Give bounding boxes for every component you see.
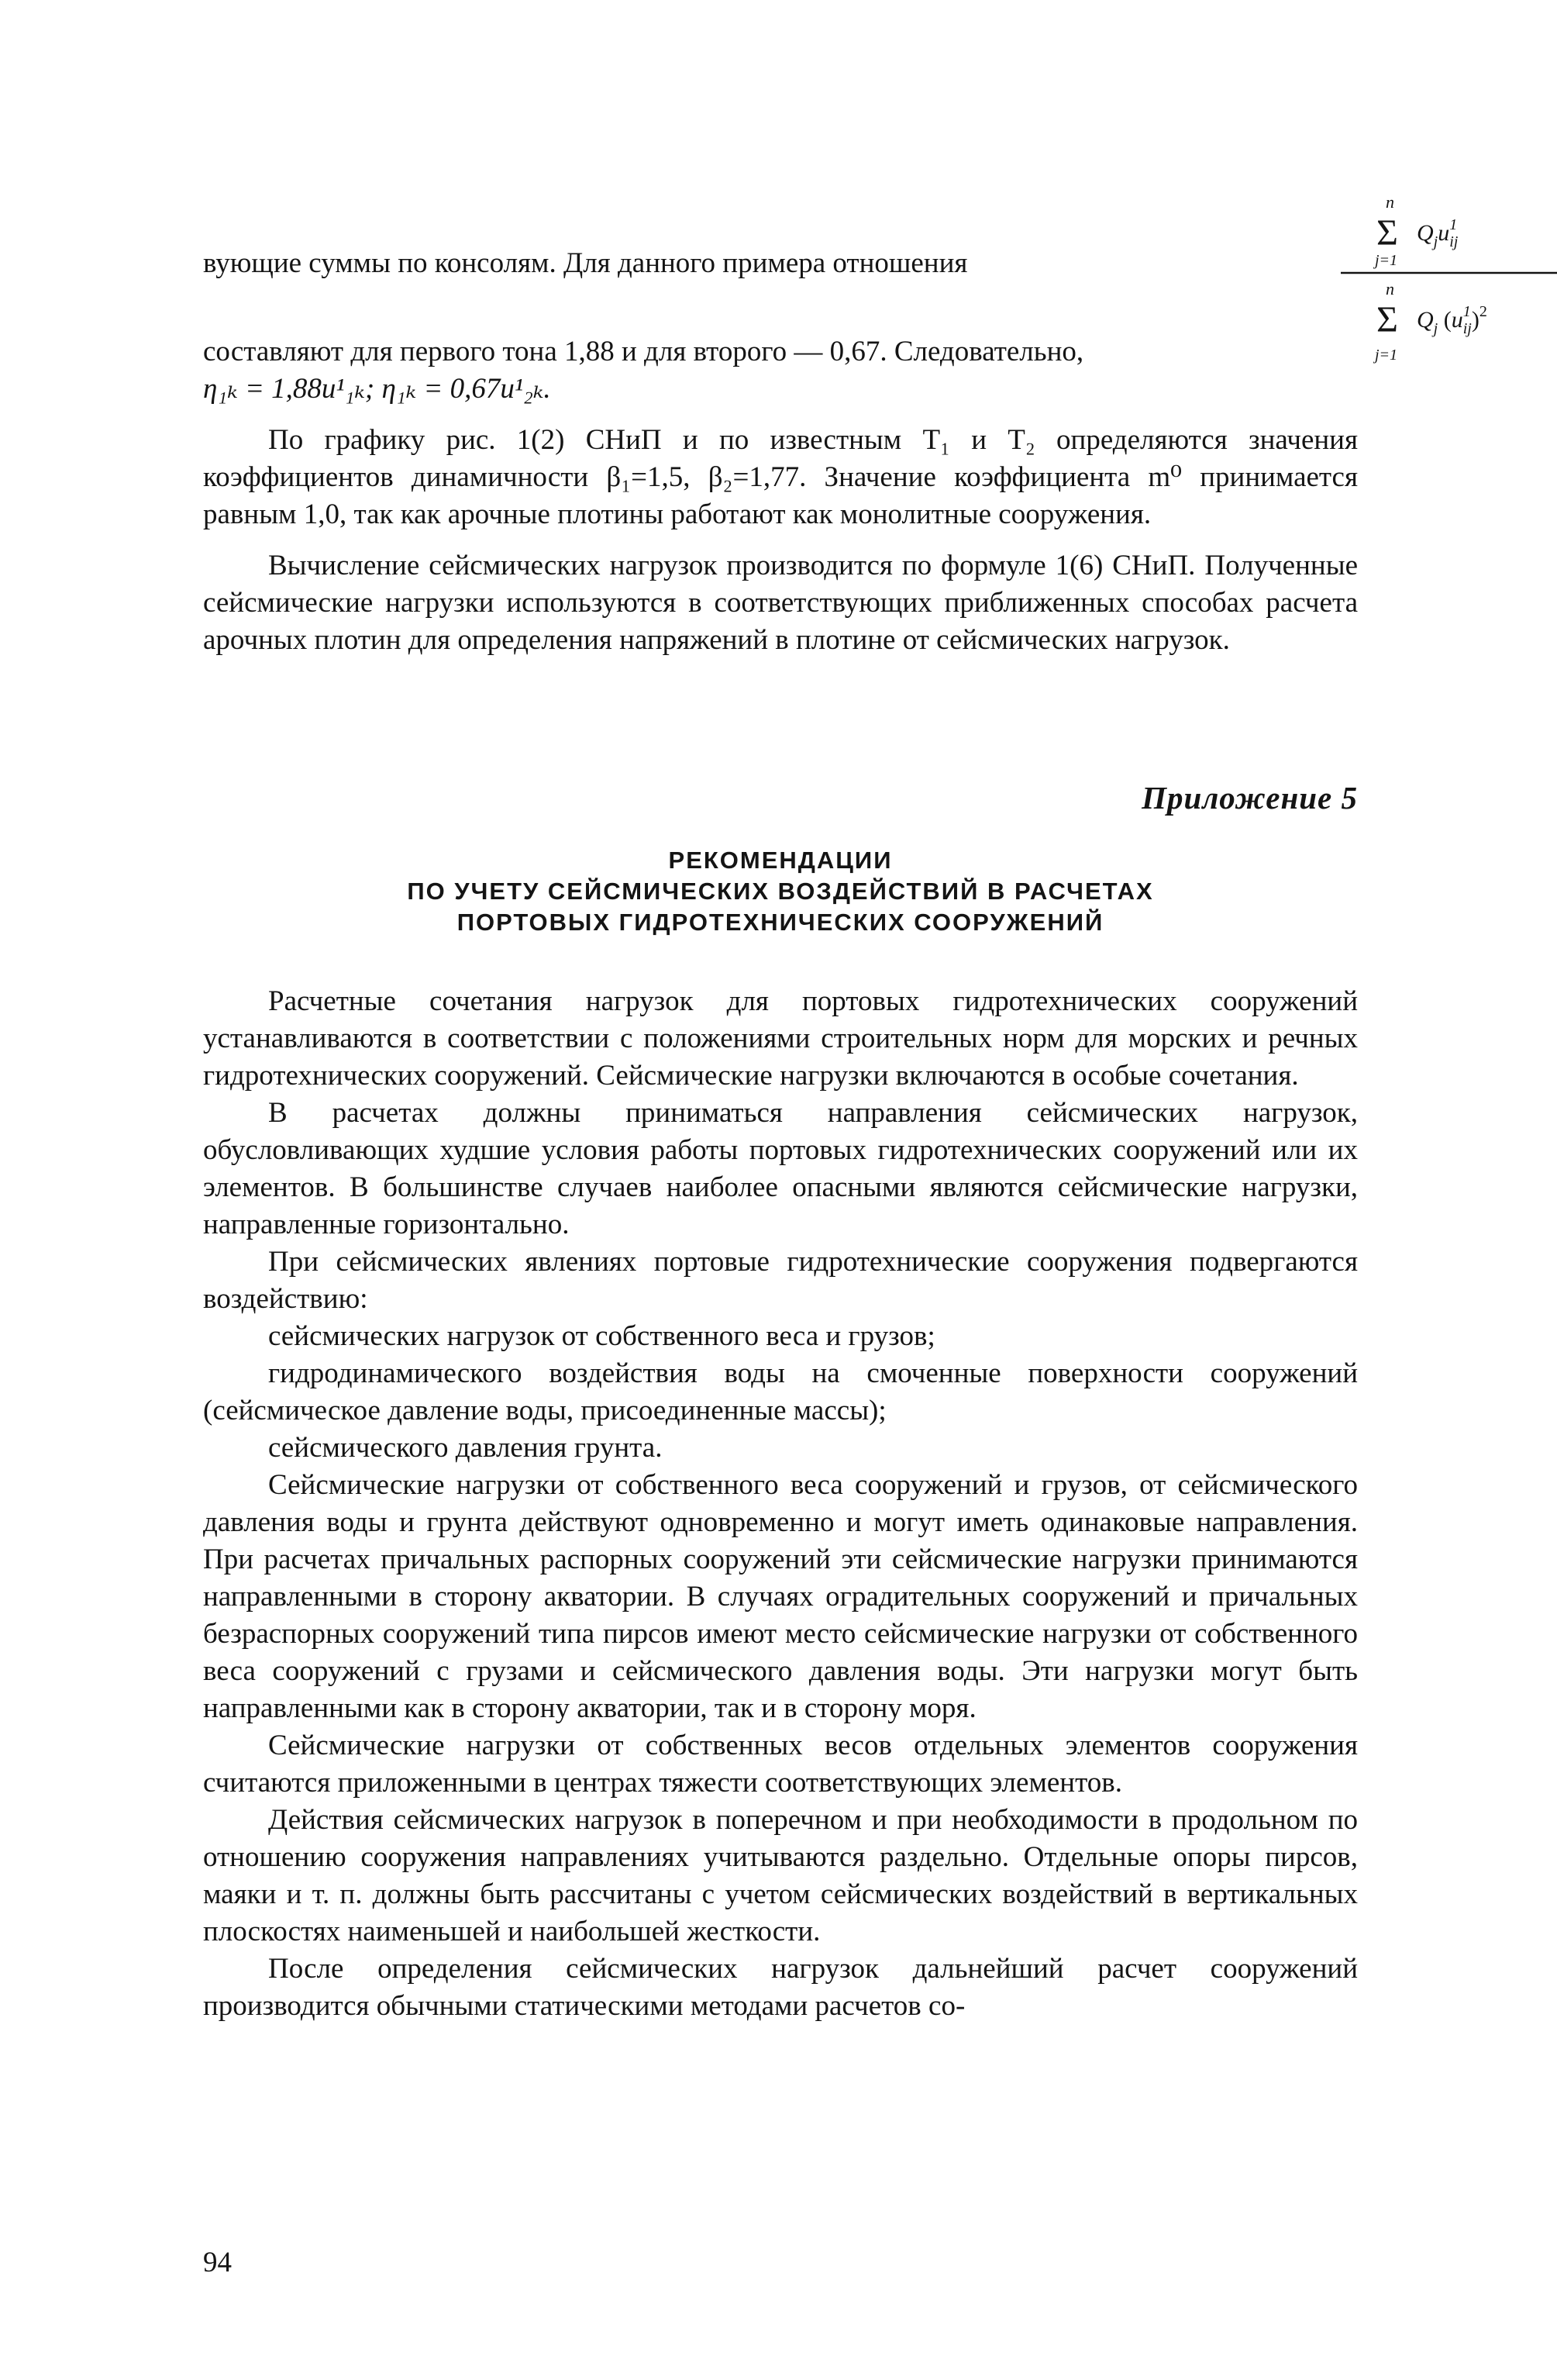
paragraph: Сейсмические нагрузки от собственных весов отдельных элементов сооружения считаются приложенными в центрах тяжести соответствующих элементов. (203, 1730, 1358, 1799)
svg-text:Qju1ij: $Q_ju^1$ ij (1417, 216, 1459, 250)
paragraph: По графику рис. 1(2) СНиП и по известным T₁ и T₂ определяются значения коэффициентов динамичности β₁=1,5, β₂=1,77. Значение коэффициента m⁰ принимается равным 1,0, так как арочные плотины работают как монолитные сооружения. (203, 424, 1358, 530)
formula-line: η₁ₖ = 1,88u¹₁ₖ; η₁ₖ = 0,67u¹₂ₖ. (203, 373, 551, 405)
section-heading (203, 845, 1358, 938)
svg-text:n: n (1386, 192, 1394, 212)
paragraph: В расчетах должны приниматься направления сейсмических нагрузок, обусловливающих худшие условия работы портовых гидротехнических сооружений или их элементов. В большинстве случаев наиболее опасными являются сейсмические нагрузки, направленные горизонтально. (203, 1097, 1358, 1240)
ratio-formula (1341, 174, 1557, 367)
heading-line-1: РЕКОМЕНДАЦИИ (668, 847, 893, 874)
paragraph: Сейсмические нагрузки от собственного веса сооружений и грузов, от сейсмического давления воды и грунта действуют одновременно и могут иметь одинаковые направления. При расчетах причальных распорных сооружений эти сейсмические нагрузки принимаются направленными в сторону акватории. В случаях оградительных сооружений и причальных безраспорных сооружений типа пирсов имеют место сейсмические нагрузки от собственного веса сооружений с грузами и сейсмического давления воды. Эти нагрузки могут быть направленными как в сторону акватории, так и в сторону моря. (203, 1469, 1358, 1724)
heading-line-3: ПОРТОВЫХ ГИДРОТЕХНИЧЕСКИХ СООРУЖЕНИЙ (456, 909, 1104, 936)
paragraph: Действия сейсмических нагрузок в поперечном и при необходимости в продольном по отношению сооружения направлениях учитываются раздельно. Отдельные опоры пирсов, маяки и т. п. должны быть рассчитаны с учетом сейсмических воздействий в вертикальных плоскостях наименьшей и наибольшей жесткости. (203, 1804, 1358, 1947)
appendix-label: Приложение 5 (1142, 780, 1358, 816)
svg-text:j=1: j=1 (1375, 252, 1398, 269)
list-item: сейсмических нагрузок от собственного веса и грузов; (268, 1320, 935, 1352)
fraction-lead-text: вующие суммы по консолям. Для данного примера отношения (203, 247, 968, 279)
paragraph: Расчетные сочетания нагрузок для портовых гидротехнических сооружений устанавливаются в соответствии с положениями строительных норм для морских и речных гидротехнических сооружений. Сейсмические нагрузки включаются в особые сочетания. (203, 985, 1358, 1092)
heading-line-2: ПО УЧЕТУ СЕЙСМИЧЕСКИХ ВОЗДЕЙСТВИЙ В РАСЧЕТАХ (407, 878, 1154, 905)
page-number: 94 (203, 2247, 232, 2278)
list-item: гидродинамического воздействия воды на смоченные поверхности сооружений (сейсмическое давление воды, присоединенные массы); (203, 1357, 1358, 1426)
paragraph: После определения сейсмических нагрузок дальнейший расчет сооружений производится обычными статическими методами расчетов со- (203, 1953, 1358, 2022)
result-line: составляют для первого тона 1,88 и для второго — 0,67. Следовательно, (203, 336, 1084, 367)
main-text-block (203, 983, 1358, 2025)
svg-text:n: n (1386, 279, 1394, 298)
svg-text:Σ: Σ (1376, 299, 1398, 340)
svg-text:Qj (u1ij)2: $Q_j$ ($u^1$ ij)$^2$ (1417, 303, 1487, 337)
top-text-block (203, 333, 1358, 659)
svg-text:Σ: Σ (1376, 212, 1398, 254)
list-item: сейсмического давления грунта. (268, 1432, 663, 1464)
paragraph: Вычисление сейсмических нагрузок производится по формуле 1(6) СНиП. Полученные сейсмические нагрузки используются в соответствующих приближенных способах расчета арочных плотин для определения напряжений в плотине от сейсмических нагрузок. (203, 550, 1358, 656)
svg-text:j=1: j=1 (1375, 347, 1398, 364)
paragraph: При сейсмических явлениях портовые гидротехнические сооружения подвергаются воздействию: (203, 1246, 1358, 1315)
